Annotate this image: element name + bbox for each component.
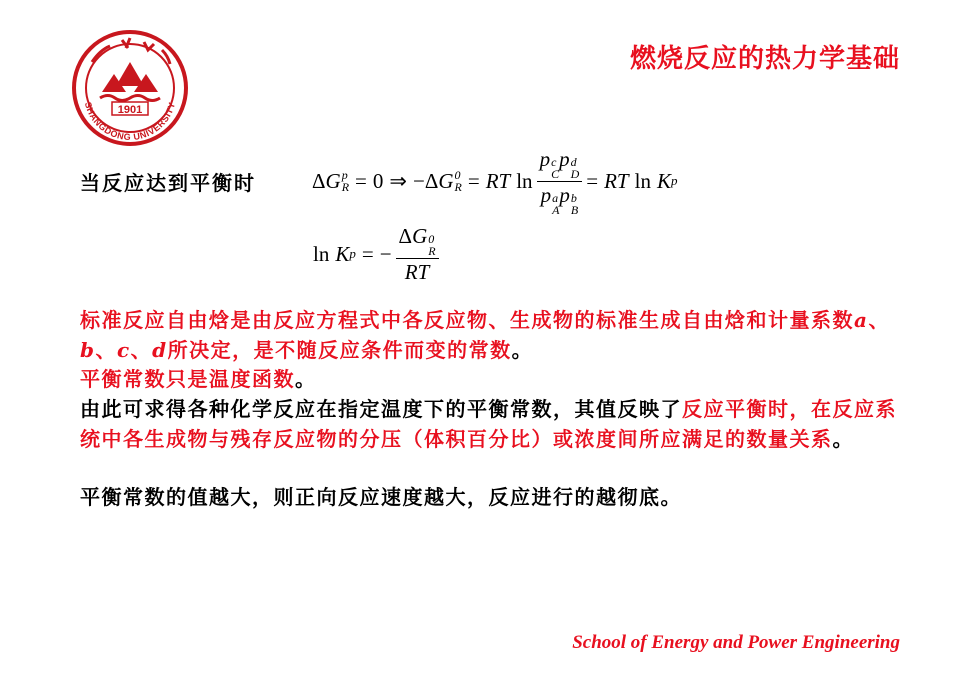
equation-label: 当反应达到平衡时 [80,170,256,195]
university-logo [70,28,190,148]
coef-b: b [80,337,96,362]
sep: 、 [130,337,153,362]
partial-pressure-fraction: p c C p d D p a A p b B [537,147,583,216]
page-title: 燃烧反应的热力学基础 [629,44,900,74]
p2-end: 。 [295,367,317,391]
paragraph-standard-free-enthalpy [80,306,910,365]
p1-end: 。 [511,337,534,362]
logo-year: 1901 [117,104,143,116]
p3-end: 。 [832,426,854,451]
sep: 、 [95,337,117,362]
paragraph-larger-constant: 平衡常数的值越大，则正向反应速度越大，反应进行的越彻底。 [80,485,682,509]
p2-red-text: 平衡常数只是温度函数 [80,367,295,391]
footer-school-name: School of Energy and Power Engineering [572,632,900,653]
p3-red-text: 反应平衡时，在反应系统中各生成物与残存反应物的分压（体积百分比）或浓度间所应满足的数量关系 [80,397,897,451]
coef-c: c [116,337,131,362]
equilibrium-equation: Δ G p R = 0 ⇒ −Δ G 0 R = RT ln p c C p d D p a A p b B = RT ln K p [312,146,678,217]
coef-d: d [152,337,168,362]
p1-red-text: 标准反应自由焓是由反应方程式中各反应物、生成物的标准生成自由焓和计量系数 [80,308,854,332]
sep: 、 [868,308,890,332]
equilibrium-constant-equation: ln K p = − ΔG 0 R RT [313,224,443,284]
p1-red-tail: 所决定，是不随反应条件而变的常数 [167,337,512,362]
paragraph-equilibrium-meaning [80,395,910,454]
paragraph-temperature-function [80,365,910,395]
p3-black-text: 由此可求得各种化学反应在指定温度下的平衡常数，其值反映了 [80,397,682,421]
coef-a: a [854,308,869,332]
logo-university-name: SHANGDONG UNIVERSITY [82,100,178,143]
equilibrium-equation-row [80,146,678,217]
